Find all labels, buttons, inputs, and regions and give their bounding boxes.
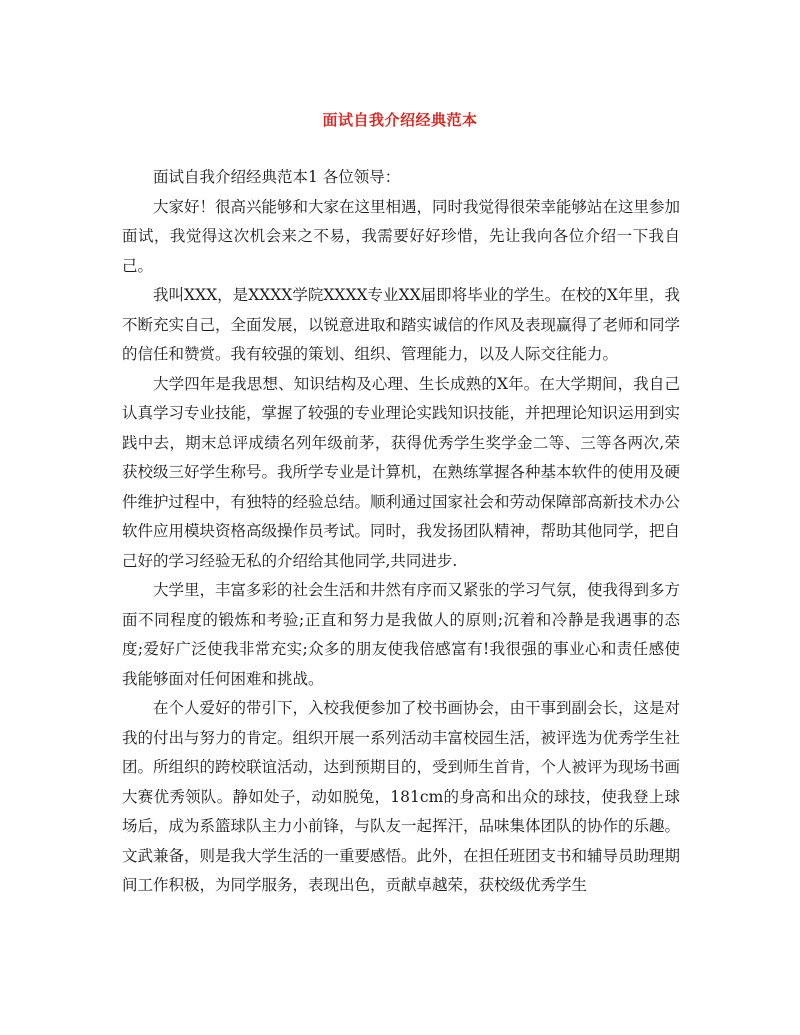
paragraph-introduction: 我叫XXX，是XXXX学院XXXX专业XX届即将毕业的学生。在校的X年里，我不断充实自己，全面发展，以锐意进取和踏实诚信的作风及表现赢得了老师和同学的信任和赞赏。我有较强的策划、组织、管理能力，以及人际交往能力。 bbox=[122, 286, 681, 363]
paragraph-study: 大学四年是我思想、知识结构及心理、生长成熟的X年。在大学期间，我自己认真学习专业技能，掌握了较强的专业理论实践知识技能，并把理论知识运用到实践中去，期末总评成绩名列年级前茅，获得优秀学生奖学金二等、三等各两次,荣获校级三好学生称号。我所学专业是计算机，在熟练掌握各种基本软件的使用及硬件维护过程中，有独特的经验总结。顺利通过国家社会和劳动保障部高新技术办公软件应用模块资格高级操作员考试。同时，我发扬团队精神，帮助其他同学，把自己好的学习经验无私的介绍给其他同学,共同进步. bbox=[122, 374, 681, 570]
document-title: 面试自我介绍经典范本 bbox=[322, 111, 478, 129]
paragraph-hobbies: 在个人爱好的带引下，入校我便参加了校书画协会，由干事到副会长，这是对我的付出与努力的肯定。组织开展一系列活动丰富校园生活，被评选为优秀学生社团。所组织的跨校联谊活动，达到预期目的，受到师生首肯，个人被评为现场书画大赛优秀领队。静如处子，动如脱兔，181cm的身高和出众的球技，使我登上球场后，成为系篮球队主力小前锋，与队友一起挥汗，品味集体团队的协作的乐趣。文武兼备，则是我大学生活的一重要感悟。此外，在担任班团支书和辅导员助理期间工作积极，为同学服务，表现出色，贡献卓越荣，获校级优秀学生 bbox=[122, 699, 681, 894]
document-body bbox=[122, 163, 680, 901]
paragraph-greeting: 面试自我介绍经典范本1 各位领导： bbox=[153, 168, 401, 186]
paragraph-campus-life: 大学里，丰富多彩的社会生活和井然有序而又紧张的学习气氛，使我得到多方面不同程度的锻炼和考验;正直和努力是我做人的原则;沉着和冷静是我遇事的态度;爱好广泛使我非常充实;众多的朋友使我倍感富有!我很强的事业心和责任感使我能够面对任何困难和挑战。 bbox=[122, 581, 681, 688]
paragraph-opening: 大家好！很高兴能够和大家在这里相遇，同时我觉得很荣幸能够站在这里参加面试，我觉得这次机会来之不易，我需要好好珍惜，先让我向各位介绍一下我自己。 bbox=[122, 197, 681, 275]
